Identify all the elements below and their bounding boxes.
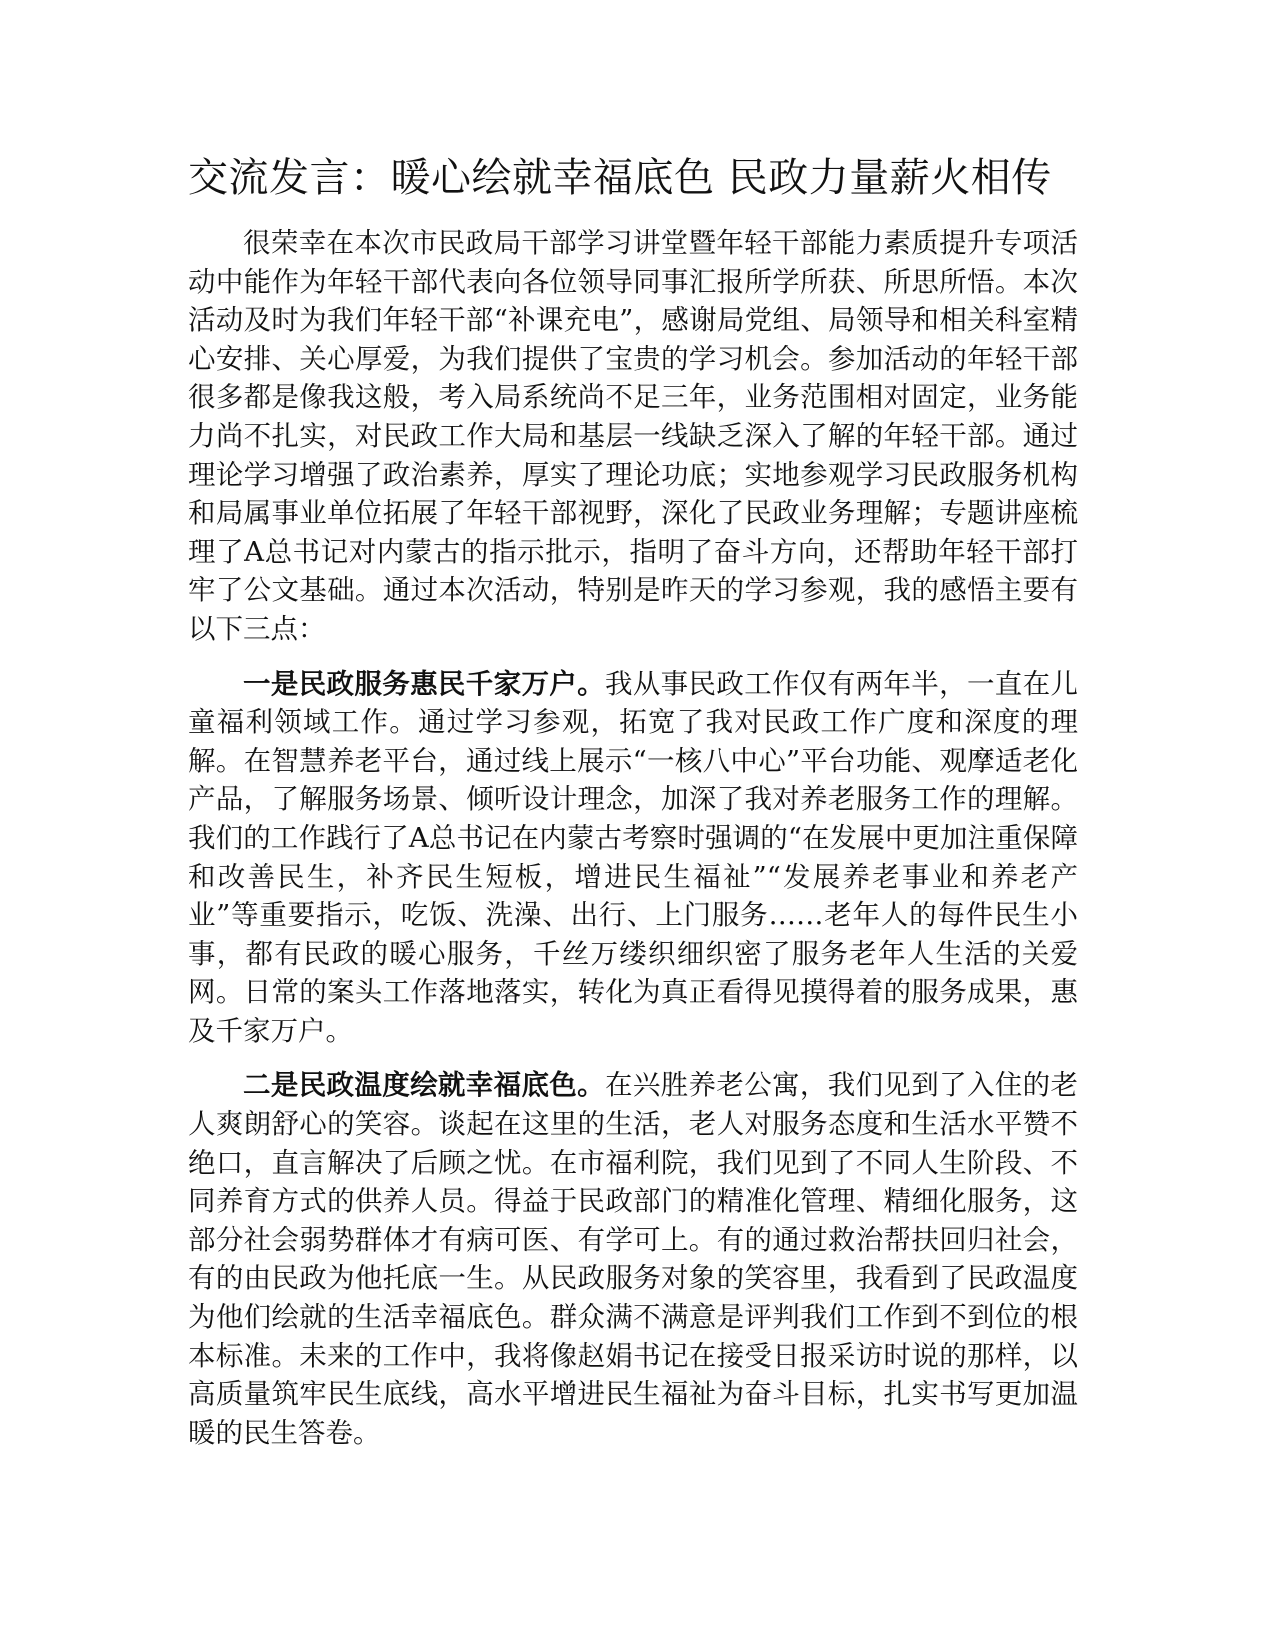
document-body <box>188 150 1078 1468</box>
point-one-text: 我从事民政工作仅有两年半，一直在儿童福利领域工作。通过学习参观，拓宽了我对民政工作广度和深度的理解。在智慧养老平台，通过线上展示“一核八中心”平台功能、观摩适老化产品，了解服务场景、倾听设计理念，加深了我对养老服务工作的理解。我们的工作践行了A总书记在内蒙古考察时强调的“在发展中更加注重保障和改善民生，补齐民生短板，增进民生福祉”“发展养老事业和养老产业”等重要指示，吃饭、洗澡、出行、上门服务……老年人的每件民生小事，都有民政的暖心服务，千丝万缕织细织密了服务老年人生活的关爱网。日常的案头工作落地落实，转化为真正看得见摸得着的服务成果，惠及千家万户。 <box>188 667 1079 1047</box>
point-one-paragraph <box>188 665 1078 1051</box>
point-two-heading: 二是民政温度绘就幸福底色。 <box>243 1069 605 1102</box>
intro-paragraph <box>188 224 1078 649</box>
point-two-paragraph <box>188 1066 1078 1452</box>
document-title: 交流发言：暖心绘就幸福底色 民政力量薪火相传 <box>188 155 1052 201</box>
point-one-heading: 一是民政服务惠民千家万户。 <box>243 667 605 700</box>
point-two-text: 在兴胜养老公寓，我们见到了入住的老人爽朗舒心的笑容。谈起在这里的生活，老人对服务态度和生活水平赞不绝口，直言解决了后顾之忧。在市福利院，我们见到了不同人生阶段、不同养育方式的供养人员。得益于民政部门的精准化管理、精细化服务，这部分社会弱势群体才有病可医、有学可上。有的通过救治帮扶回归社会，有的由民政为他托底一生。从民政服务对象的笑容里，我看到了民政温度为他们绘就的生活幸福底色。群众满不满意是评判我们工作到不到位的根本标准。未来的工作中，我将像赵娟书记在接受日报采访时说的那样，以高质量筑牢民生底线，高水平增进民生福祉为奋斗目标，扎实书写更加温暖的民生答卷。 <box>188 1069 1079 1449</box>
intro-paragraph-text: 很荣幸在本次市民政局干部学习讲堂暨年轻干部能力素质提升专项活动中能作为年轻干部代表向各位领导同事汇报所学所获、所思所悟。本次活动及时为我们年轻干部“补课充电”，感谢局党组、局领导和相关科室精心安排、关心厚爱，为我们提供了宝贵的学习机会。参加活动的年轻干部很多都是像我这般，考入局系统尚不足三年，业务范围相对固定，业务能力尚不扎实，对民政工作大局和基层一线缺乏深入了解的年轻干部。通过理论学习增强了政治素养，厚实了理论功底；实地参观学习民政服务机构和局属事业单位拓展了年轻干部视野，深化了民政业务理解；专题讲座梳理了A总书记对内蒙古的指示批示，指明了奋斗方向，还帮助年轻干部打牢了公文基础。通过本次活动，特别是昨天的学习参观，我的感悟主要有以下三点： <box>188 227 1078 645</box>
